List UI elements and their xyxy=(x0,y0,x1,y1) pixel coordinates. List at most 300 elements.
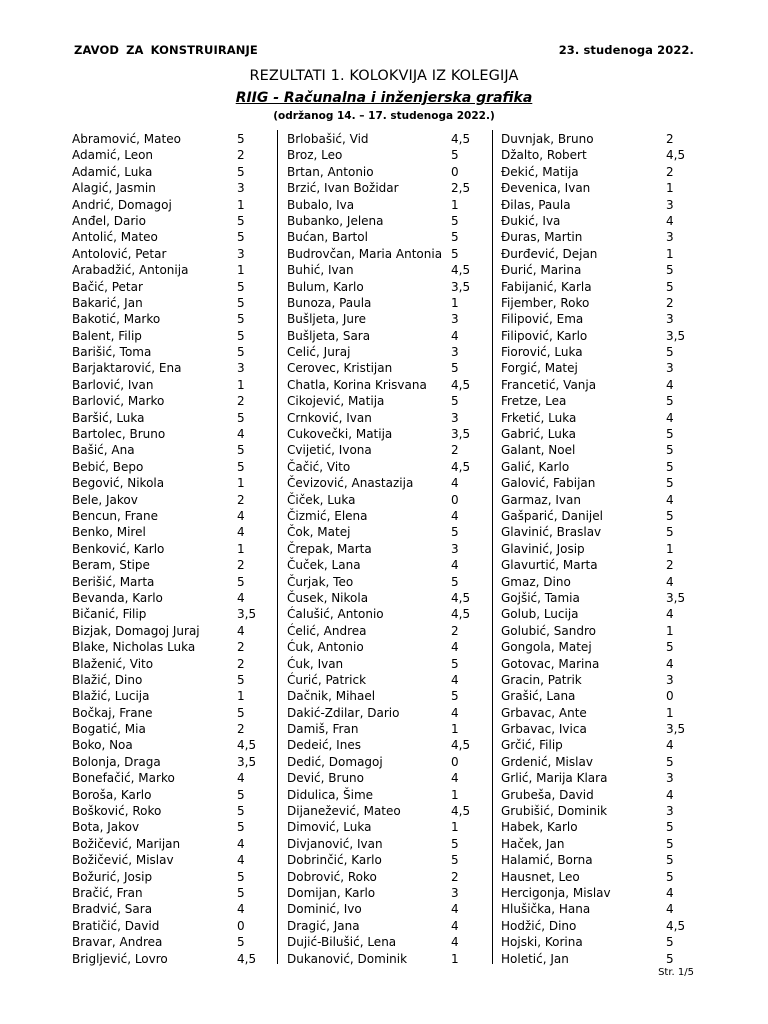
student-name: Bradvić, Sara xyxy=(72,902,153,917)
student-grade: 1 xyxy=(237,541,245,556)
student-name: Čusek, Nikola xyxy=(287,590,369,605)
student-name: Ćuk, Antonio xyxy=(287,640,364,655)
student-name: Divjanović, Ivan xyxy=(287,836,383,851)
student-name: Boko, Noa xyxy=(72,738,133,753)
student-name: Galić, Karlo xyxy=(501,459,570,474)
student-name: Bratičić, David xyxy=(72,918,160,933)
student-grade: 2 xyxy=(237,148,245,163)
student-name: Bebić, Bepo xyxy=(72,459,144,474)
result-row xyxy=(501,524,701,540)
result-row xyxy=(72,311,272,327)
result-row xyxy=(287,229,487,245)
student-name: Grašić, Lana xyxy=(501,689,576,704)
student-grade: 3,5 xyxy=(451,427,471,442)
result-row xyxy=(501,754,701,770)
student-name: Bošković, Roko xyxy=(72,804,162,819)
result-row xyxy=(72,197,272,213)
result-row xyxy=(287,721,487,737)
student-name: Bačić, Petar xyxy=(72,279,143,294)
student-name: Božurić, Josip xyxy=(72,869,153,884)
result-row xyxy=(287,459,487,475)
student-name: Bravar, Andrea xyxy=(72,935,163,950)
student-name: Čok, Matej xyxy=(287,525,351,540)
student-grade: 5 xyxy=(666,508,674,523)
result-row xyxy=(72,377,272,393)
student-grade: 5 xyxy=(237,279,245,294)
result-row xyxy=(501,344,701,360)
student-name: Dobrović, Roko xyxy=(287,869,377,884)
student-name: Budrovčan, Maria Antonia xyxy=(287,246,443,261)
student-grade: 1 xyxy=(237,197,245,212)
student-grade: 4 xyxy=(451,476,459,491)
student-grade: 5 xyxy=(237,935,245,950)
student-grade: 5 xyxy=(666,394,674,409)
student-grade: 4 xyxy=(237,836,245,851)
student-name: Gabrić, Luka xyxy=(501,427,576,442)
result-row xyxy=(287,246,487,262)
student-name: Bočkaj, Frane xyxy=(72,705,153,720)
student-name: Arabadžić, Antonija xyxy=(72,263,189,278)
student-name: Adamić, Leon xyxy=(72,148,154,163)
result-row xyxy=(287,311,487,327)
student-grade: 4,5 xyxy=(666,148,686,163)
result-row xyxy=(287,164,487,180)
student-name: Barišić, Toma xyxy=(72,345,152,360)
student-name: Hausnet, Leo xyxy=(501,869,580,884)
student-name: Dijanežević, Mateo xyxy=(287,804,401,819)
student-name: Čevizović, Anastazija xyxy=(287,476,414,491)
result-row xyxy=(501,656,701,672)
student-grade: 5 xyxy=(666,820,674,835)
student-grade: 4 xyxy=(237,902,245,917)
result-row xyxy=(501,951,701,967)
student-name: Gašparić, Danijel xyxy=(501,508,603,523)
student-grade: 4 xyxy=(237,508,245,523)
result-row xyxy=(501,869,701,885)
student-grade: 5 xyxy=(237,804,245,819)
student-grade: 5 xyxy=(237,869,245,884)
result-row xyxy=(72,492,272,508)
student-name: Cerovec, Kristijan xyxy=(287,361,393,376)
student-grade: 1 xyxy=(666,623,674,638)
student-name: Golub, Lucija xyxy=(501,607,579,622)
student-name: Ćalušić, Antonio xyxy=(287,607,384,622)
student-grade: 2 xyxy=(237,656,245,671)
result-row xyxy=(287,606,487,622)
result-row xyxy=(501,246,701,262)
student-name: Đuras, Martin xyxy=(501,230,583,245)
student-grade: 0 xyxy=(451,754,459,769)
result-row xyxy=(72,344,272,360)
result-row xyxy=(287,656,487,672)
student-name: Broz, Leo xyxy=(287,148,343,163)
result-row xyxy=(287,180,487,196)
result-row xyxy=(72,393,272,409)
student-name: Berišić, Marta xyxy=(72,574,155,589)
student-name: Ćurić, Patrick xyxy=(287,672,367,687)
result-row xyxy=(287,557,487,573)
student-name: Damiš, Fran xyxy=(287,722,359,737)
student-grade: 5 xyxy=(237,820,245,835)
course-title: RIIG - Računalna i inženjerska grafika xyxy=(235,90,533,106)
student-grade: 4 xyxy=(451,558,459,573)
student-grade: 5 xyxy=(666,853,674,868)
student-grade: 1 xyxy=(451,197,459,212)
student-name: Đevenica, Ivan xyxy=(501,181,591,196)
student-name: Cvijetić, Ivona xyxy=(287,443,372,458)
student-grade: 4,5 xyxy=(451,132,471,146)
student-name: Adamić, Luka xyxy=(72,164,153,179)
student-grade: 5 xyxy=(451,836,459,851)
result-row xyxy=(72,360,272,376)
page-number: Str. 1/5 xyxy=(658,967,694,978)
student-grade: 4,5 xyxy=(237,738,257,753)
student-grade: 3 xyxy=(666,361,674,376)
result-row xyxy=(501,311,701,327)
result-row xyxy=(287,213,487,229)
student-grade: 5 xyxy=(666,935,674,950)
column-divider-1 xyxy=(277,130,278,964)
student-name: Brigljević, Lovro xyxy=(72,951,168,966)
student-grade: 4 xyxy=(237,623,245,638)
student-grade: 1 xyxy=(451,295,459,310)
student-name: Bičanić, Filip xyxy=(72,607,147,622)
result-row xyxy=(501,279,701,295)
student-grade: 1 xyxy=(237,689,245,704)
result-row xyxy=(501,229,701,245)
student-name: Čačić, Vito xyxy=(287,459,351,474)
result-row xyxy=(287,442,487,458)
student-name: Bogatić, Mia xyxy=(72,722,146,737)
student-name: Bušljeta, Jure xyxy=(287,312,367,327)
student-name: Dević, Bruno xyxy=(287,771,365,786)
student-name: Gracin, Patrik xyxy=(501,672,582,687)
result-row xyxy=(72,164,272,180)
student-grade: 5 xyxy=(237,312,245,327)
result-row xyxy=(501,918,701,934)
result-row xyxy=(72,770,272,786)
student-grade: 0 xyxy=(237,918,245,933)
result-row xyxy=(287,918,487,934)
student-name: Baršić, Luka xyxy=(72,410,145,425)
result-row xyxy=(287,377,487,393)
student-grade: 1 xyxy=(666,181,674,196)
result-row xyxy=(72,885,272,901)
result-row xyxy=(72,737,272,753)
student-name: Božičević, Marijan xyxy=(72,836,181,851)
result-row xyxy=(501,901,701,917)
student-name: Haček, Jan xyxy=(501,836,565,851)
result-row xyxy=(501,885,701,901)
result-row xyxy=(287,131,487,147)
page-title: REZULTATI 1. KOLOKVIJA IZ KOLEGIJA xyxy=(249,68,519,84)
result-row xyxy=(287,688,487,704)
result-row xyxy=(72,442,272,458)
result-row xyxy=(72,639,272,655)
student-name: Gojšić, Tamia xyxy=(501,590,580,605)
result-row xyxy=(501,393,701,409)
student-grade: 5 xyxy=(666,279,674,294)
result-row xyxy=(287,737,487,753)
student-grade: 3 xyxy=(451,312,459,327)
student-grade: 3 xyxy=(237,361,245,376)
student-name: Halamić, Borna xyxy=(501,853,593,868)
student-name: Boroša, Karlo xyxy=(72,787,152,802)
result-row xyxy=(501,705,701,721)
student-grade: 3 xyxy=(666,672,674,687)
student-name: Fabijanić, Karla xyxy=(501,279,592,294)
result-row xyxy=(501,639,701,655)
result-row xyxy=(72,131,272,147)
result-row xyxy=(287,279,487,295)
student-grade: 1 xyxy=(666,246,674,261)
result-row xyxy=(72,279,272,295)
result-row xyxy=(72,852,272,868)
student-name: Gmaz, Dino xyxy=(501,574,571,589)
student-name: Džalto, Robert xyxy=(501,148,587,163)
student-name: Bonefačić, Marko xyxy=(72,771,175,786)
result-row xyxy=(287,344,487,360)
result-row xyxy=(501,295,701,311)
result-row xyxy=(287,147,487,163)
student-grade: 5 xyxy=(666,443,674,458)
result-row xyxy=(501,442,701,458)
student-name: Čizmić, Elena xyxy=(287,508,368,523)
result-row xyxy=(72,262,272,278)
student-name: Dragić, Jana xyxy=(287,918,360,933)
result-row xyxy=(501,328,701,344)
student-name: Benko, Mirel xyxy=(72,525,146,540)
student-name: Domijan, Karlo xyxy=(287,885,376,900)
result-row xyxy=(287,590,487,606)
student-name: Alagić, Jasmin xyxy=(72,181,156,196)
student-name: Abramović, Mateo xyxy=(72,132,181,146)
result-row xyxy=(287,360,487,376)
student-grade: 4,5 xyxy=(666,918,686,933)
student-name: Gotovac, Marina xyxy=(501,656,600,671)
student-grade: 4,5 xyxy=(451,459,471,474)
student-grade: 5 xyxy=(666,427,674,442)
student-name: Blažić, Lucija xyxy=(72,689,150,704)
student-name: Đurić, Marina xyxy=(501,263,582,278)
student-name: Blaženić, Vito xyxy=(72,656,154,671)
result-row xyxy=(72,918,272,934)
student-grade: 5 xyxy=(666,754,674,769)
student-name: Cukovečki, Matija xyxy=(287,427,393,442)
student-name: Đilas, Paula xyxy=(501,197,571,212)
result-row xyxy=(72,787,272,803)
student-name: Dukanović, Dominik xyxy=(287,951,408,966)
result-row xyxy=(287,197,487,213)
student-grade: 5 xyxy=(237,164,245,179)
student-name: Chatla, Korina Krisvana xyxy=(287,377,427,392)
student-grade: 3 xyxy=(451,345,459,360)
student-grade: 3,5 xyxy=(237,754,257,769)
student-grade: 5 xyxy=(237,213,245,228)
student-grade: 5 xyxy=(666,869,674,884)
student-grade: 2 xyxy=(666,558,674,573)
student-name: Bunoza, Paula xyxy=(287,295,372,310)
student-name: Đukić, Iva xyxy=(501,213,561,228)
student-name: Beram, Stipe xyxy=(72,558,150,573)
result-row xyxy=(287,541,487,557)
student-grade: 4 xyxy=(666,885,674,900)
student-name: Brtan, Antonio xyxy=(287,164,374,179)
result-row xyxy=(287,475,487,491)
student-name: Balent, Filip xyxy=(72,328,142,343)
student-grade: 3 xyxy=(666,197,674,212)
student-name: Ćuk, Ivan xyxy=(287,656,344,671)
student-grade: 2 xyxy=(451,869,459,884)
result-row xyxy=(501,623,701,639)
student-name: Gongola, Matej xyxy=(501,640,592,655)
student-name: Fiorović, Luka xyxy=(501,345,583,360)
result-row xyxy=(501,492,701,508)
result-row xyxy=(501,164,701,180)
student-grade: 4 xyxy=(666,787,674,802)
result-row xyxy=(501,819,701,835)
student-name: Bulum, Karlo xyxy=(287,279,364,294)
student-name: Hojski, Korina xyxy=(501,935,583,950)
result-row xyxy=(72,721,272,737)
student-grade: 2 xyxy=(237,722,245,737)
student-name: Dedeić, Ines xyxy=(287,738,361,753)
student-name: Bartolec, Bruno xyxy=(72,427,166,442)
result-row xyxy=(501,787,701,803)
student-name: Bubanko, Jelena xyxy=(287,213,384,228)
student-grade: 5 xyxy=(451,656,459,671)
student-grade: 4 xyxy=(666,213,674,228)
student-grade: 4,5 xyxy=(451,590,471,605)
student-name: Hodžić, Dino xyxy=(501,918,577,933)
student-grade: 5 xyxy=(237,295,245,310)
student-grade: 5 xyxy=(237,345,245,360)
student-name: Duvnjak, Bruno xyxy=(501,132,594,146)
result-row xyxy=(72,574,272,590)
student-grade: 4,5 xyxy=(451,607,471,622)
student-grade: 5 xyxy=(237,672,245,687)
student-name: Grbavac, Ante xyxy=(501,705,587,720)
student-name: Glavurtić, Marta xyxy=(501,558,598,573)
student-name: Barlović, Ivan xyxy=(72,377,154,392)
student-grade: 3 xyxy=(237,246,245,261)
student-name: Brzić, Ivan Božidar xyxy=(287,181,399,196)
result-row xyxy=(72,147,272,163)
student-name: Barlović, Marko xyxy=(72,394,165,409)
student-name: Forgić, Matej xyxy=(501,361,578,376)
student-grade: 4 xyxy=(666,738,674,753)
result-row xyxy=(287,836,487,852)
student-grade: 5 xyxy=(237,787,245,802)
student-grade: 2 xyxy=(451,443,459,458)
student-grade: 4 xyxy=(451,705,459,720)
student-grade: 5 xyxy=(451,213,459,228)
result-row xyxy=(72,508,272,524)
result-row xyxy=(287,262,487,278)
student-name: Ćelić, Andrea xyxy=(287,623,367,638)
document-date: 23. studenoga 2022. xyxy=(558,43,694,57)
result-row xyxy=(287,492,487,508)
student-grade: 3 xyxy=(666,230,674,245)
student-grade: 4 xyxy=(451,508,459,523)
result-row xyxy=(287,524,487,540)
student-name: Didulica, Šime xyxy=(287,787,374,802)
student-grade: 1 xyxy=(666,541,674,556)
student-name: Bizjak, Domagoj Juraj xyxy=(72,623,200,638)
student-name: Dominić, Ivo xyxy=(287,902,362,917)
result-row xyxy=(287,819,487,835)
student-name: Frketić, Luka xyxy=(501,410,577,425)
result-row xyxy=(72,836,272,852)
result-row xyxy=(501,590,701,606)
student-grade: 4 xyxy=(666,377,674,392)
student-name: Blake, Nicholas Luka xyxy=(72,640,196,655)
student-name: Bencun, Frane xyxy=(72,508,158,523)
column-divider-2 xyxy=(492,130,493,964)
student-grade: 5 xyxy=(237,132,245,146)
student-grade: 3 xyxy=(451,541,459,556)
result-row xyxy=(72,229,272,245)
result-row xyxy=(501,147,701,163)
student-grade: 3,5 xyxy=(237,607,257,622)
result-row xyxy=(72,410,272,426)
result-row xyxy=(287,787,487,803)
student-name: Bašić, Ana xyxy=(72,443,135,458)
student-name: Bele, Jakov xyxy=(72,492,138,507)
student-grade: 4 xyxy=(451,672,459,687)
result-row xyxy=(72,475,272,491)
institution-name: ZAVOD ZA KONSTRUIRANJE xyxy=(74,43,258,57)
result-row xyxy=(72,590,272,606)
result-row xyxy=(501,180,701,196)
student-name: Grbavac, Ivica xyxy=(501,722,587,737)
results-column-3 xyxy=(501,131,701,967)
student-name: Fretze, Lea xyxy=(501,394,567,409)
student-name: Bakotić, Marko xyxy=(72,312,161,327)
result-row xyxy=(501,262,701,278)
student-grade: 5 xyxy=(237,230,245,245)
student-grade: 5 xyxy=(666,525,674,540)
student-grade: 1 xyxy=(451,820,459,835)
results-column-2 xyxy=(287,131,487,967)
student-name: Božičević, Mislav xyxy=(72,853,174,868)
student-name: Dakić-Zdilar, Dario xyxy=(287,705,400,720)
student-grade: 4 xyxy=(666,656,674,671)
result-row xyxy=(501,131,701,147)
student-grade: 4 xyxy=(237,427,245,442)
student-grade: 5 xyxy=(451,394,459,409)
student-grade: 1 xyxy=(451,787,459,802)
result-row xyxy=(501,197,701,213)
student-grade: 1 xyxy=(237,263,245,278)
student-name: Anđel, Dario xyxy=(72,213,146,228)
result-row xyxy=(287,869,487,885)
student-name: Čiček, Luka xyxy=(287,492,356,507)
student-grade: 4 xyxy=(666,607,674,622)
result-row xyxy=(287,410,487,426)
result-row xyxy=(501,377,701,393)
student-name: Begović, Nikola xyxy=(72,476,165,491)
result-row xyxy=(72,541,272,557)
student-name: Čurjak, Teo xyxy=(287,574,354,589)
student-grade: 4 xyxy=(666,902,674,917)
student-name: Benković, Karlo xyxy=(72,541,165,556)
student-grade: 2 xyxy=(666,132,674,146)
student-name: Buhić, Ivan xyxy=(287,263,354,278)
result-row xyxy=(287,672,487,688)
student-grade: 3 xyxy=(451,885,459,900)
student-name: Bevanda, Karlo xyxy=(72,590,163,605)
